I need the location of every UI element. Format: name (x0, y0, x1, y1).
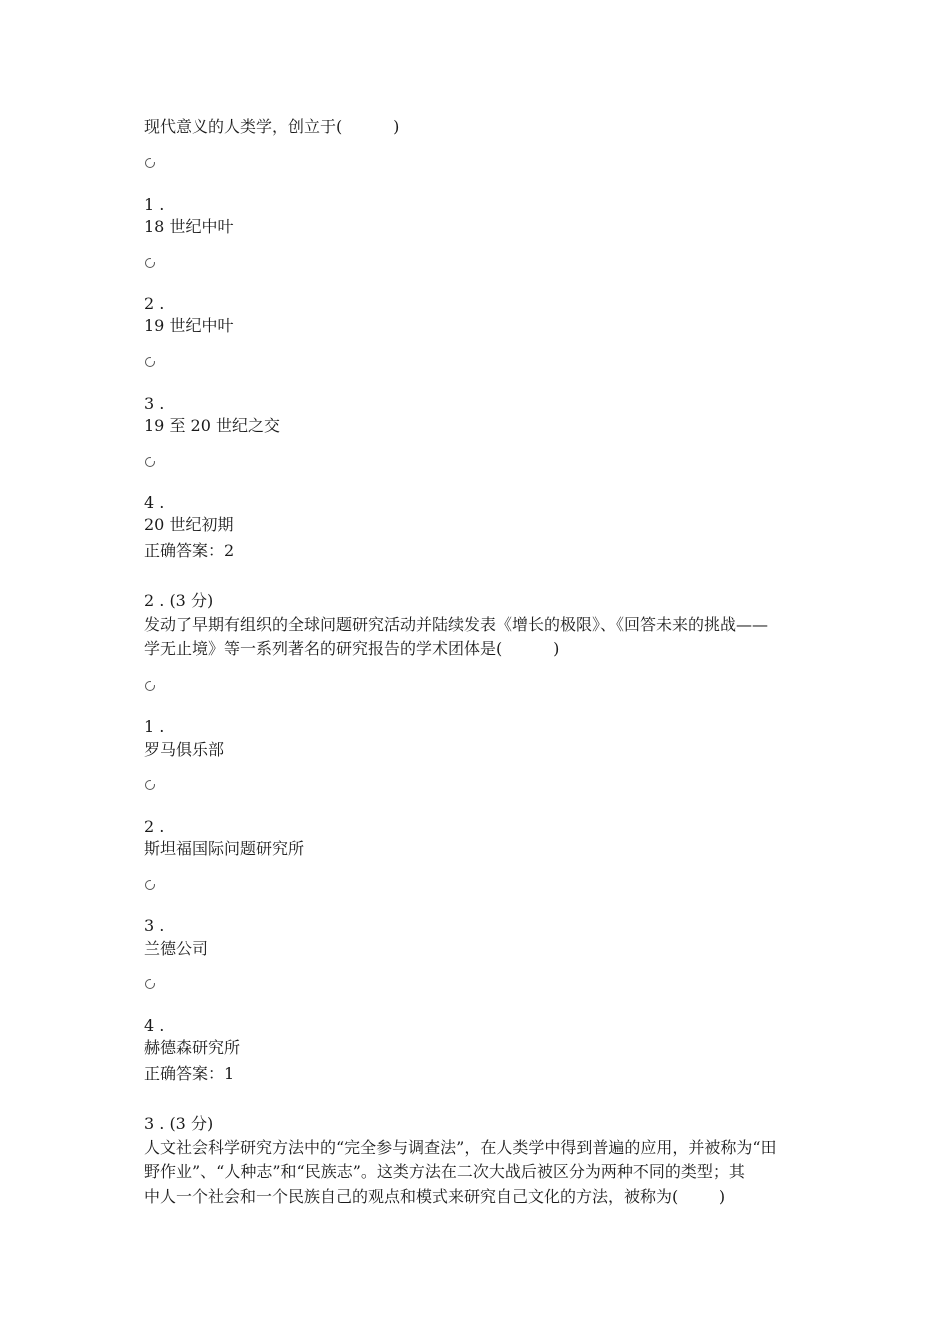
q2-option-4-number: 4 . (144, 1016, 165, 1035)
q1-option-2-radio[interactable] (145, 258, 155, 268)
q2-option-3-radio[interactable] (145, 880, 155, 890)
q2-option-1-radio[interactable] (145, 681, 155, 691)
q1-option-3-radio[interactable] (145, 357, 155, 367)
q1-correct-answer: 正确答案：2 (144, 541, 235, 560)
q2-stem-line-2: 学无止境》等一系列著名的研究报告的学术团体是( ) (144, 639, 560, 658)
q3-stem-line-2: 野作业”、“人种志”和“民族志”。这类方法在二次大战后被区分为两种不同的类型；其 (144, 1162, 745, 1181)
q2-option-2-number: 2 . (144, 817, 165, 836)
q1-option-3-number: 3 . (144, 394, 165, 413)
q2-option-4-text: 赫德森研究所 (144, 1038, 241, 1057)
q2-correct-answer: 正确答案：1 (144, 1064, 235, 1083)
q3-stem-line-1: 人文社会科学研究方法中的“完全参与调查法”，在人类学中得到普遍的应用，并被称为“田 (144, 1138, 777, 1157)
q1-option-4-number: 4 . (144, 493, 165, 512)
q2-header: 2 . (3 分) (144, 591, 214, 610)
q2-option-3-text: 兰德公司 (144, 939, 209, 958)
q3-header: 3 . (3 分) (144, 1114, 214, 1133)
q1-option-4-text: 20 世纪初期 (144, 515, 234, 534)
q2-option-2-text: 斯坦福国际问题研究所 (144, 839, 305, 858)
q1-option-3-text: 19 至 20 世纪之交 (144, 416, 280, 435)
q1-option-1-radio[interactable] (145, 158, 155, 168)
q3-stem-line-3: 中人一个社会和一个民族自己的观点和模式来研究自己文化的方法，被称为( ) (144, 1187, 726, 1206)
q2-option-1-number: 1 . (144, 717, 165, 736)
q1-option-1-text: 18 世纪中叶 (144, 217, 234, 236)
q2-stem-line-1: 发动了早期有组织的全球问题研究活动并陆续发表《增长的极限》、《回答未来的挑战—— (144, 615, 769, 634)
q1-option-2-text: 19 世纪中叶 (144, 316, 234, 335)
q1-option-1-number: 1 . (144, 195, 165, 214)
q1-stem: 现代意义的人类学，创立于( ) (144, 117, 400, 136)
q1-option-4-radio[interactable] (145, 457, 155, 467)
q2-option-2-radio[interactable] (145, 780, 155, 790)
q1-option-2-number: 2 . (144, 294, 165, 313)
q2-option-3-number: 3 . (144, 916, 165, 935)
q2-option-1-text: 罗马俱乐部 (144, 740, 225, 759)
q2-option-4-radio[interactable] (145, 979, 155, 989)
